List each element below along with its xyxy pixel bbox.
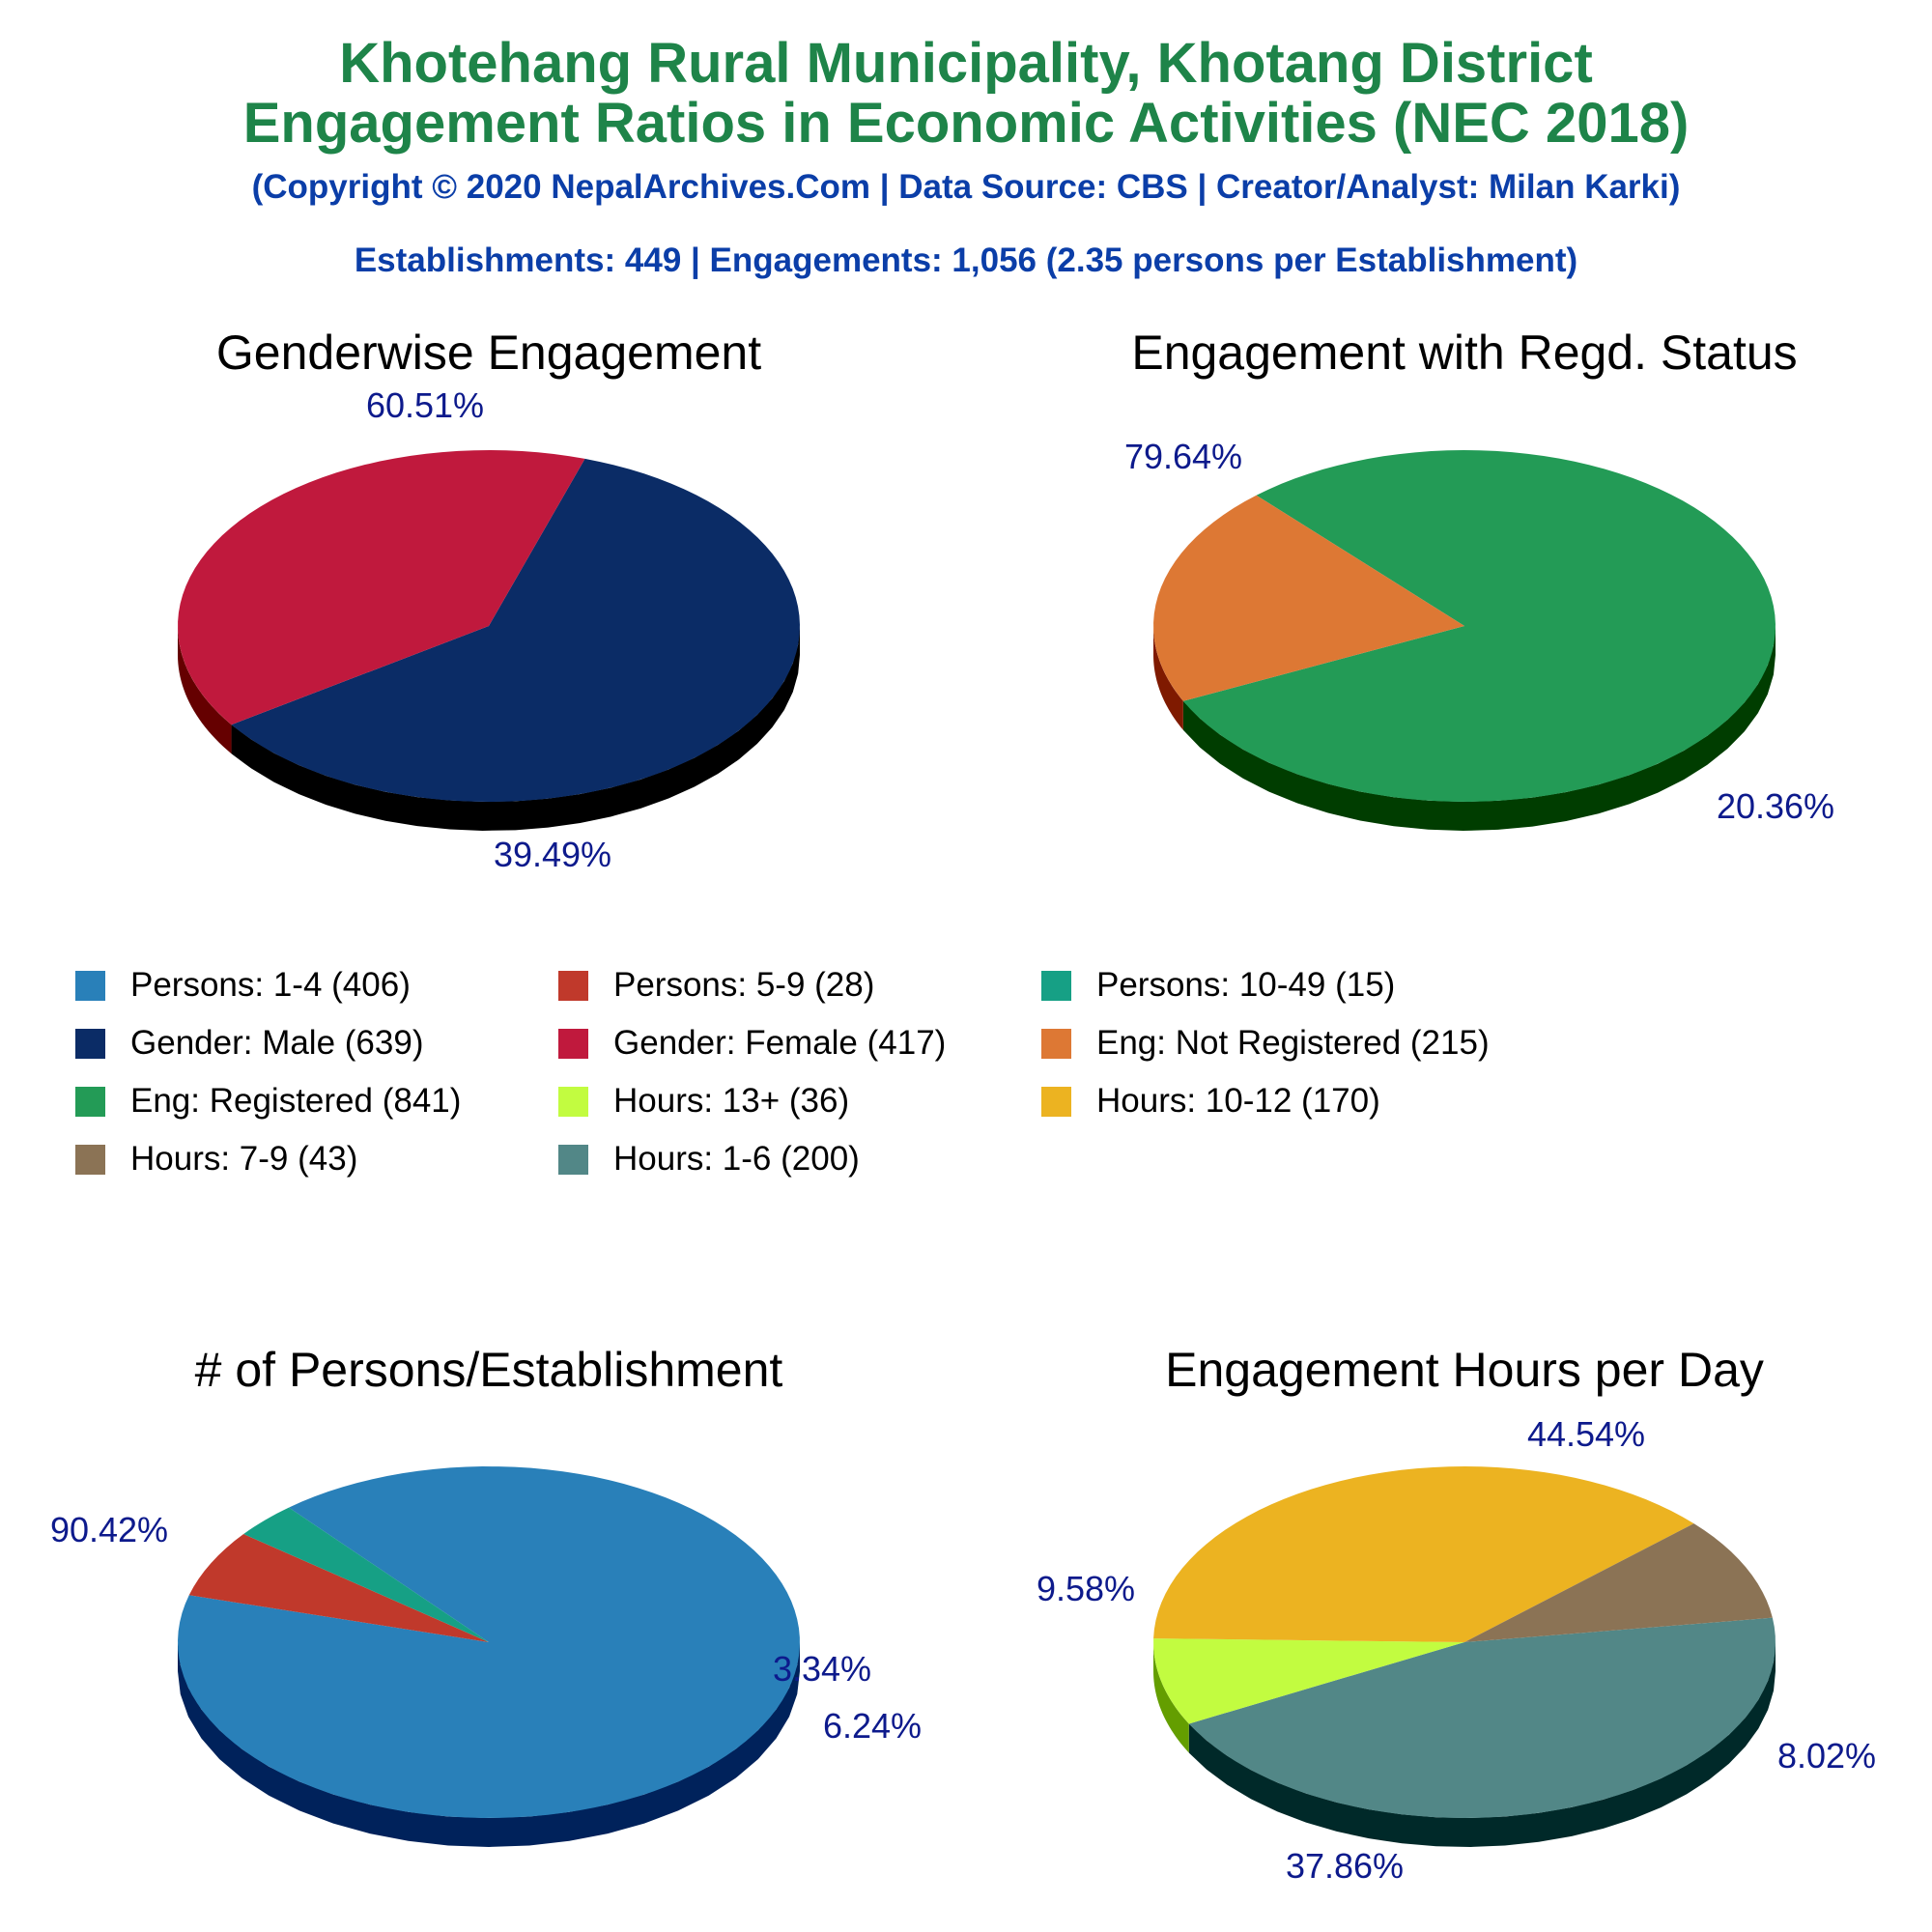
pie-slice-label: 79.64% <box>1123 437 1243 476</box>
chart-title: Engagement with Regd. Status <box>1131 326 1798 380</box>
pie-slice-label: 60.51% <box>365 385 485 425</box>
chart-title: Engagement Hours per Day <box>1165 1343 1764 1397</box>
pie-chart-1 <box>178 326 800 874</box>
legend-label: Persons: 1-4 (406) <box>130 966 411 1004</box>
legend-swatch <box>75 1029 105 1059</box>
legend-label: Hours: 13+ (36) <box>613 1082 850 1120</box>
chart-title: Genderwise Engagement <box>215 326 762 380</box>
legend-item <box>1041 966 1395 1005</box>
summary-line: Establishments: 449 | Engagements: 1,056 (2.35 persons per Establishment) <box>354 242 1578 279</box>
legend-label: Gender: Male (639) <box>130 1024 424 1062</box>
legend-label: Persons: 5-9 (28) <box>613 966 875 1004</box>
copyright-line: (Copyright © 2020 NepalArchives.Com | Data Source: CBS | Creator/Analyst: Milan Karki) <box>251 168 1681 206</box>
legend-label: Hours: 10-12 (170) <box>1096 1082 1380 1120</box>
pie-slice-label: 90.42% <box>49 1510 169 1549</box>
pie-chart-2 <box>1124 326 1834 831</box>
pie-slice-label: 39.49% <box>493 835 612 874</box>
legend-swatch <box>558 971 588 1001</box>
legend-label: Hours: 1-6 (200) <box>613 1140 860 1178</box>
legend-swatch <box>75 971 105 1001</box>
legend-item <box>1041 1024 1490 1063</box>
pie-slice-label: 20.36% <box>1716 786 1835 826</box>
legend-swatch <box>75 1145 105 1175</box>
main-title-line1: Khotehang Rural Municipality, Khotang District <box>339 32 1593 95</box>
pie-slice-label: 9.58% <box>1036 1569 1136 1608</box>
legend-swatch <box>558 1145 588 1175</box>
legend-swatch <box>1041 1029 1071 1059</box>
legend-label: Eng: Not Registered (215) <box>1096 1024 1490 1062</box>
legend-item <box>558 966 874 1005</box>
legend-swatch <box>1041 1087 1071 1117</box>
legend-label: Gender: Female (417) <box>613 1024 947 1062</box>
legend-swatch <box>1041 971 1071 1001</box>
pie-slice-label: 44.54% <box>1526 1414 1646 1454</box>
pie-chart-3 <box>50 1343 922 1847</box>
pie-slice-label: 6.24% <box>822 1706 923 1746</box>
legend-item <box>75 1082 461 1121</box>
legend-label: Hours: 7-9 (43) <box>130 1140 358 1178</box>
pie-slice-label: 3.34% <box>772 1649 872 1689</box>
chart-title: # of Persons/Establishment <box>194 1343 783 1397</box>
legend-item <box>1041 1082 1380 1121</box>
legend-item <box>75 1024 423 1063</box>
legend-label: Persons: 10-49 (15) <box>1096 966 1396 1004</box>
legend-item <box>75 1140 357 1179</box>
legend-label: Eng: Registered (841) <box>130 1082 462 1120</box>
main-title-line2: Engagement Ratios in Economic Activities (NEC 2018) <box>242 92 1690 155</box>
pie-slice-label: 37.86% <box>1285 1846 1405 1886</box>
pie-slice-label: 8.02% <box>1776 1736 1877 1776</box>
legend-swatch <box>558 1029 588 1059</box>
legend-item <box>558 1082 849 1121</box>
legend-swatch <box>75 1087 105 1117</box>
legend-swatch <box>558 1087 588 1117</box>
legend-item <box>558 1140 860 1179</box>
legend-item <box>558 1024 946 1063</box>
pie-chart-4 <box>1037 1343 1876 1886</box>
legend-item <box>75 966 411 1005</box>
